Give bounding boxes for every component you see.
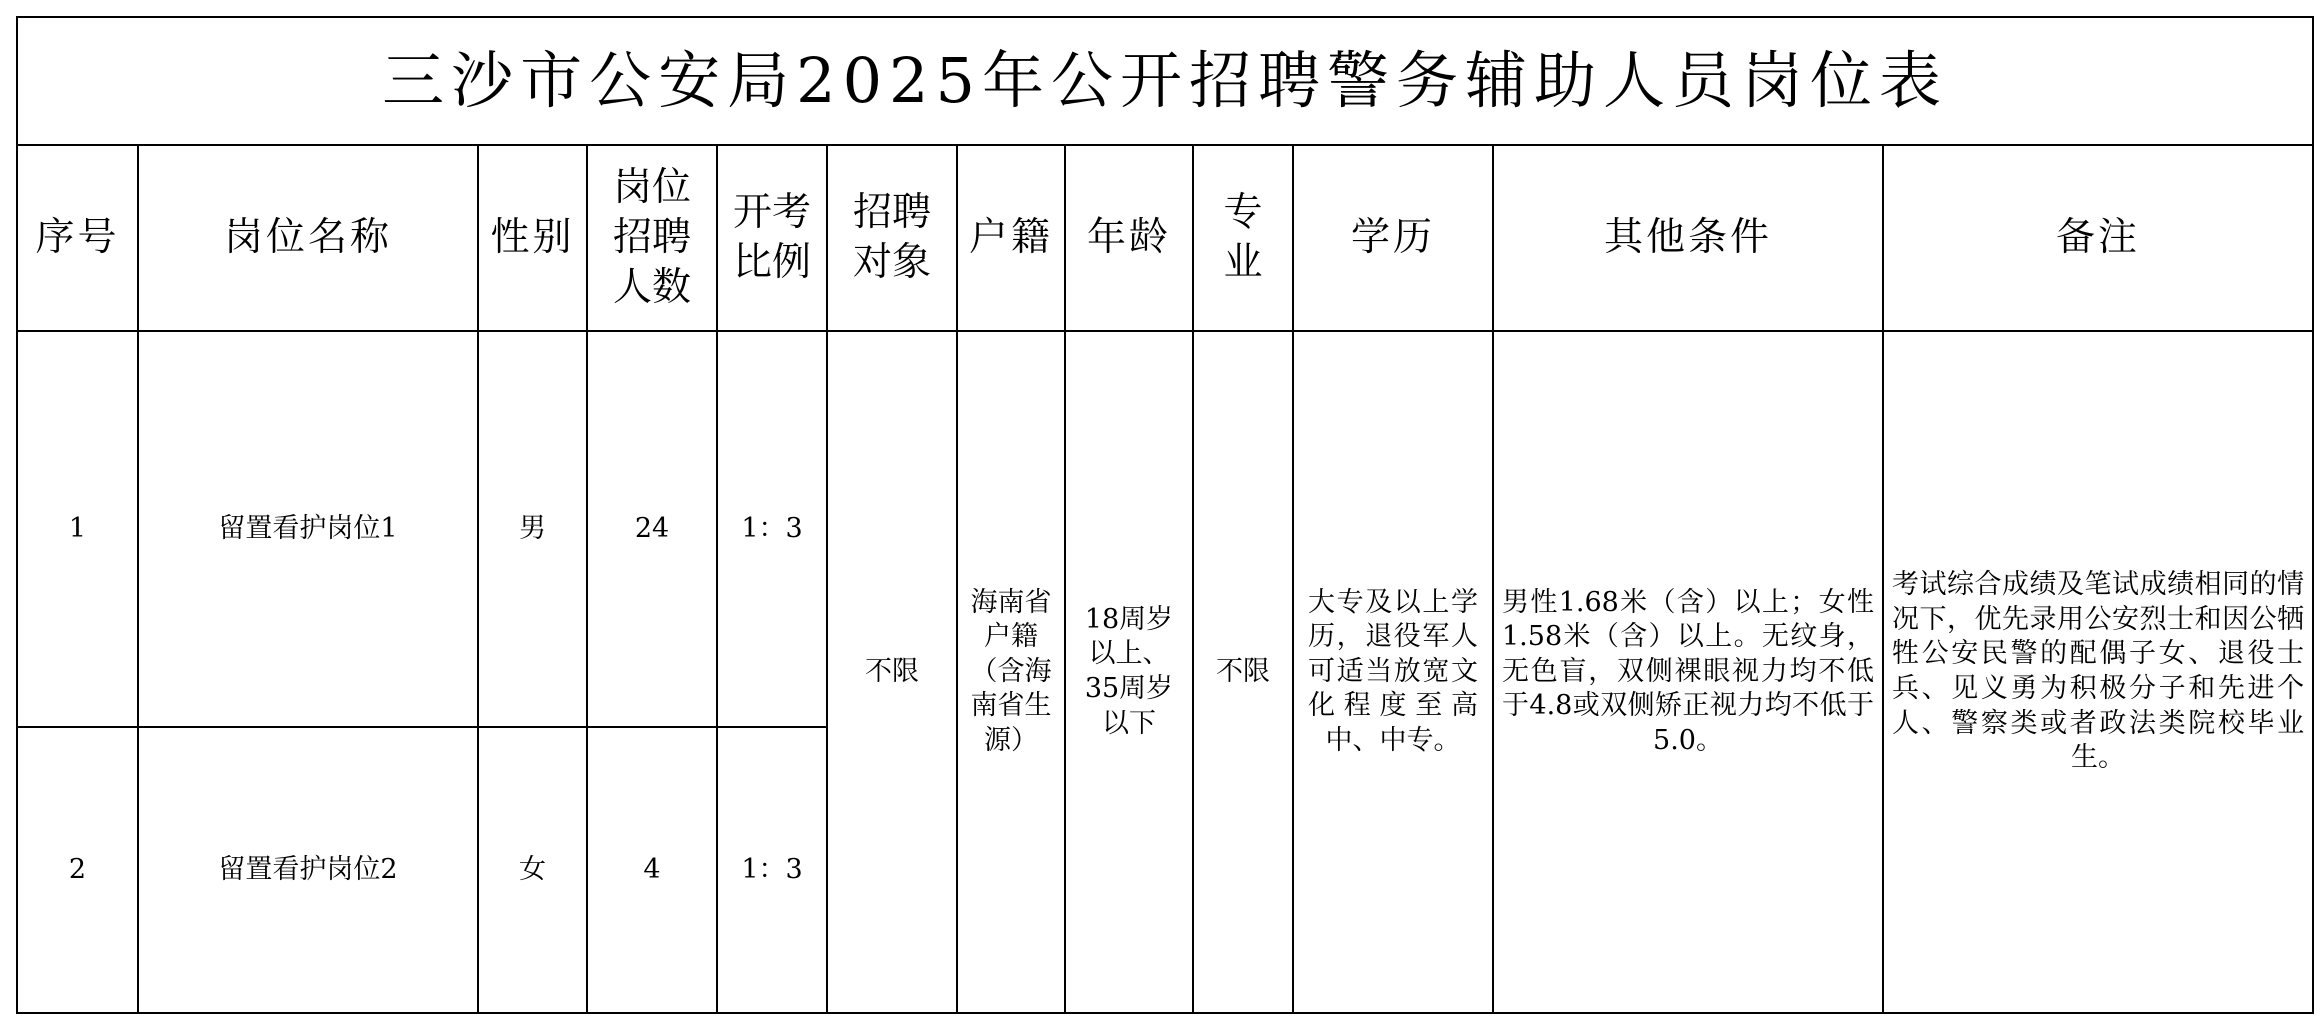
row-gender: 男 <box>478 331 587 727</box>
header-count <box>587 145 717 331</box>
header-age: 年龄 <box>1065 145 1193 331</box>
row-gender: 女 <box>478 727 587 1013</box>
row-count: 24 <box>587 331 717 727</box>
header-major <box>1193 145 1293 331</box>
row-position: 留置看护岗位1 <box>138 331 478 727</box>
cell-education <box>1293 331 1493 1013</box>
header-target <box>827 145 957 331</box>
education-text: 大专及以上学历，退役军人可适当放宽文化程度至高中、中专。 <box>1308 586 1478 756</box>
header-ratio <box>717 145 827 331</box>
cell-age <box>1065 331 1193 1013</box>
header-position: 岗位名称 <box>138 145 478 331</box>
header-row <box>17 145 2313 331</box>
other-text: 男性1.68米（含）以上；女性1.58米（含）以上。无纹身，无色盲，双侧裸眼视力均不低于4.8或双侧矫正视力均不低于5.0。 <box>1502 586 1874 756</box>
row-index: 2 <box>17 727 138 1013</box>
table-row <box>17 331 2313 727</box>
recruitment-table <box>16 16 2314 1014</box>
row-count: 4 <box>587 727 717 1013</box>
table-title: 三沙市公安局2025年公开招聘警务辅助人员岗位表 <box>17 17 2313 145</box>
header-hukou: 户籍 <box>957 145 1065 331</box>
hukou-text: 海南省户籍（含海南省生源） <box>970 586 1052 756</box>
cell-major: 不限 <box>1193 331 1293 1013</box>
cell-target: 不限 <box>827 331 957 1013</box>
row-position: 留置看护岗位2 <box>138 727 478 1013</box>
header-remarks: 备注 <box>1883 145 2313 331</box>
cell-remarks <box>1883 331 2313 1013</box>
cell-hukou <box>957 331 1065 1013</box>
cell-other <box>1493 331 1883 1013</box>
header-gender: 性别 <box>478 145 587 331</box>
row-index: 1 <box>17 331 138 727</box>
header-education: 学历 <box>1293 145 1493 331</box>
header-index: 序号 <box>17 145 138 331</box>
header-major-label: 专业 <box>1223 190 1263 285</box>
header-count-label: 岗位招聘人数 <box>612 165 691 310</box>
row-ratio: 1：3 <box>717 727 827 1013</box>
age-text: 18周岁以上、35周岁以下 <box>1084 603 1174 739</box>
header-target-label: 招聘对象 <box>852 190 931 285</box>
header-other: 其他条件 <box>1493 145 1883 331</box>
remarks-text: 考试综合成绩及笔试成绩相同的情况下，优先录用公安烈士和因公牺牲公安民警的配偶子女、退役士兵、见义勇为积极分子和先进个人、警察类或者政法类院校毕业生。 <box>1892 569 2305 774</box>
header-ratio-label: 开考比例 <box>732 190 811 285</box>
row-ratio: 1：3 <box>717 331 827 727</box>
